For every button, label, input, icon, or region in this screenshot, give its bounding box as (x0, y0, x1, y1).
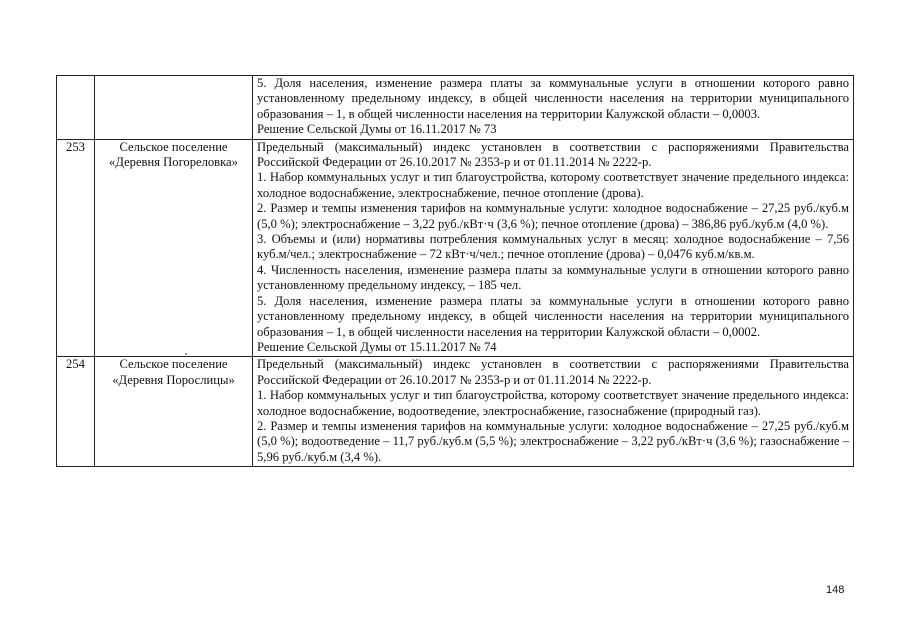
description-line: Предельный (максимальный) индекс установлен в соответствии с распоряжениями Правительства Российской Федерации от 26.10.2017 № 2353-р и от 01.11.2014 № 2222-р. (257, 139, 849, 170)
settlement-name (95, 76, 253, 140)
description-cell (253, 76, 854, 140)
description-cell (253, 139, 854, 357)
row-number: 253 (57, 139, 95, 357)
scan-speck (185, 353, 187, 355)
description-line: 5. Доля населения, изменение размера платы за коммунальные услуги в отношении которого равно установленному предельному индексу, в общей численности населения на территории муниципального образования – 1, в общей численности населения на территории Калужской области – 0,0002. (257, 293, 849, 339)
description-line: 1. Набор коммунальных услуг и тип благоустройства, которому соответствует значение предельного индекса: холодное водоснабжение, электроснабжение, печное отопление (дрова). (257, 170, 849, 200)
description-line: 5. Доля населения, изменение размера платы за коммунальные услуги в отношении которого равно установленному предельному индексу, в общей численности населения на территории муниципального образования – 1, в общей численности населения на территории Калужской области – 0,0003. (257, 76, 849, 121)
decision-line: Решение Сельской Думы от 15.11.2017 № 74 (257, 339, 497, 354)
table-row (57, 76, 854, 140)
description-line: Предельный (максимальный) индекс установлен в соответствии с распоряжениями Правительства Российской Федерации от 26.10.2017 № 2353-р и от 01.11.2014 № 2222-р. (257, 357, 849, 387)
table-row (57, 357, 854, 467)
row-number: 254 (57, 357, 95, 467)
page-number: 148 (826, 584, 845, 596)
settlement-name: Сельское поселение «Деревня Порослицы» (95, 357, 253, 467)
description-line: 2. Размер и темпы изменения тарифов на коммунальные услуги: холодное водоснабжение – 27,25 руб./куб.м (5,0 %); электроснабжение – 3,22 руб./кВт·ч (3,6 %); печное отопление (дрова) – 386,86 руб./куб.м (4,0 %). (257, 201, 849, 231)
description-line: 3. Объемы и (или) нормативы потребления коммунальных услуг в месяц: холодное водоснабжение – 7,56 куб.м/чел.; электроснабжение – 72 кВт·ч/чел.; печное отопление (дрова) – 0,0476 куб.м/кв.м. (257, 232, 849, 262)
tariff-table (56, 75, 854, 467)
description-cell (253, 357, 854, 467)
description-line: 1. Набор коммунальных услуг и тип благоустройства, которому соответствует значение предельного индекса: холодное водоснабжение, водоотведение, электроснабжение, газоснабжение (природный газ). (257, 388, 849, 418)
description-line: 2. Размер и темпы изменения тарифов на коммунальные услуги: холодное водоснабжение – 27,25 руб./куб.м (5,0 %); водоотведение – 11,7 руб./куб.м (5,5 %); электроснабжение – 3,22 руб./кВт·ч (3,6 %); газоснабжение – 5,96 руб./куб.м (3,4 %). (257, 418, 849, 464)
row-number (57, 76, 95, 140)
decision-line: Решение Сельской Думы от 16.11.2017 № 73 (257, 122, 497, 137)
settlement-name: Сельское поселение «Деревня Погореловка» (95, 139, 253, 357)
table-row (57, 139, 854, 357)
description-line: 4. Численность населения, изменение размера платы за коммунальные услуги в отношении которого равно установленному предельному индексу, – 185 чел. (257, 262, 849, 293)
